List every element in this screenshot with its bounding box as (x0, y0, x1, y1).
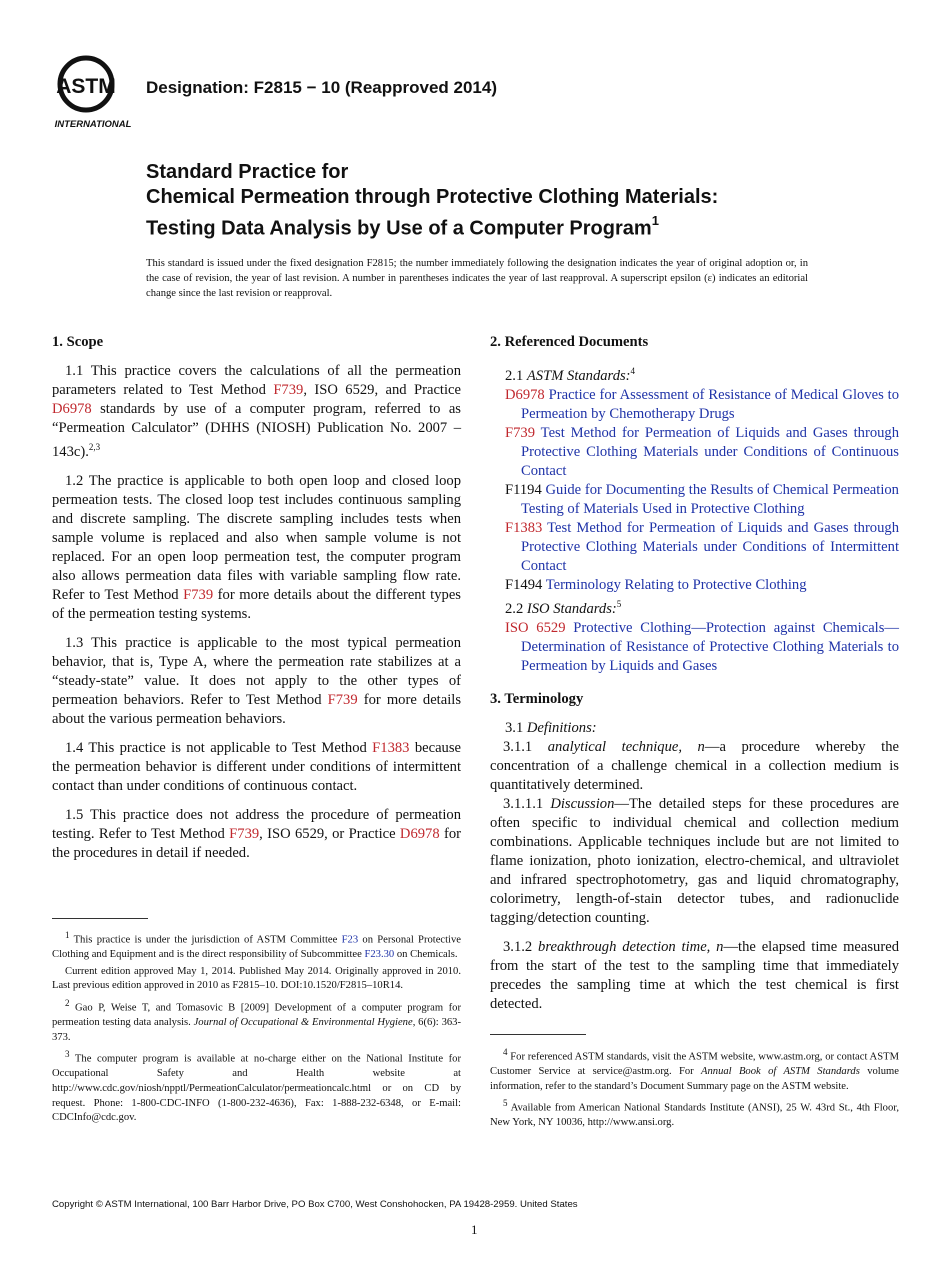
footnote-rule (490, 1034, 586, 1035)
link-f1383[interactable]: F1383 (372, 739, 410, 756)
ref-code-link[interactable]: F739 (505, 424, 536, 441)
terminology-heading: 3. Terminology (490, 690, 584, 707)
ref-item-f739 (505, 424, 899, 481)
link-f739[interactable]: F739 (327, 691, 358, 708)
ref-item-f1383 (505, 519, 899, 576)
ref-title-link[interactable]: Test Method for Permeation of Liquids and Gases through Protective Clothing Materials under Conditions of Continuous Contact (521, 424, 900, 479)
definitions-label: 3.1 Definitions: (505, 719, 597, 736)
term-breakthrough-detection-time: 3.1.2 breakthrough detection time, n—the elapsed time measured from the start of the test to the sampling time that immediately precedes the sampling time at which the test chemical is first detected. (490, 938, 899, 1012)
ref-code-link[interactable]: ISO 6529 (505, 619, 566, 636)
title-line-1: Standard Practice for (146, 161, 349, 183)
link-f739[interactable]: F739 (229, 825, 260, 842)
footnote-1-edition: Current edition approved May 1, 2014. Published May 2014. Originally approved in 2010. Last previous edition approved in 2010 as F2815–10. DOI:10.1520/F2815–10R14. (52, 965, 461, 992)
page-number: 1 (471, 1222, 478, 1237)
document-title (146, 160, 866, 242)
footnote-rule (52, 918, 148, 919)
astm-standards-label: 2.1 ASTM Standards:$^4$ (505, 366, 636, 384)
ref-title-link[interactable]: Protective Clothing—Protection against Chemicals—Determination of Resistance of Protective Clothing Materials to Permeation by Liquids and Gases (521, 619, 900, 674)
scope-para-1-3: 1.3 This practice is applicable to the most typical permeation behavior, that is, Type A, where the permeation rate stabilizes at a “steady-state” value. It does not apply to the other types of permeation behaviors. Refer to Test Method F739 for more details about the various permeation behaviors. (52, 634, 462, 727)
svg-text:INTERNATIONAL: INTERNATIONAL (54, 119, 132, 130)
link-f23[interactable]: F23 (341, 934, 359, 946)
scope-heading: 1. Scope (52, 334, 104, 350)
footnotes-left (52, 928, 461, 1128)
ref-title-link[interactable]: Guide for Documenting the Results of Chemical Permeation Testing of Materials Used in Protective Clothing (521, 481, 899, 517)
footnote-1: $^1$ This practice is under the jurisdiction of ASTM Committee F23 on Personal Protective Clothing and Equipment and is the direct responsibility of Subcommittee F23.30 on Chemicals. (52, 930, 461, 961)
scope-para-1-4: 1.4 This practice is not applicable to Test Method F1383 because the permeation behavior is different under conditions of intermittent contact than under conditions of continuous contact. (52, 739, 461, 794)
standard-notice: This standard is issued under the fixed designation F2815; the number immediately following the designation indicates the year of original adoption or, in the case of revision, the year of last revision. A number in parentheses indicates the year of last reapproval. A superscript epsilon (ε) indicates an editorial change since the last revision or reapproval. (146, 258, 808, 299)
astm-logo-icon (52, 50, 134, 134)
link-d6978[interactable]: D6978 (399, 825, 440, 842)
ref-title-link[interactable]: Practice for Assessment of Resistance of Medical Gloves to Permeation by Chemotherapy Drugs (521, 386, 899, 422)
link-d6978[interactable]: D6978 (52, 401, 92, 417)
ref-code-link[interactable]: F1383 (505, 519, 543, 536)
link-f739[interactable]: F739 (273, 382, 304, 398)
link-f23-30[interactable]: F23.30 (364, 949, 395, 961)
link-f739[interactable]: F739 (183, 586, 214, 603)
footnote-4: $^4$ For referenced ASTM standards, visit the ASTM website, www.astm.org, or contact ASTM Customer Service at service@astm.org. For Annual Book of ASTM Standards volume information, refer to the standard’s Document Summary page on the ASTM website. (490, 1047, 899, 1092)
ref-item-f1194 (505, 481, 899, 519)
referenced-docs-heading: 2. Referenced Documents (490, 334, 649, 350)
ref-title-link[interactable]: Test Method for Permeation of Liquids and Gases through Protective Clothing Materials under Conditions of Intermittent Contact (521, 519, 899, 574)
title-line-3: Testing Data Analysis by Use of a Computer Program (146, 217, 652, 240)
scope-para-1-1: 1.1 This practice covers the calculations of all the permeation parameters related to Test Method F739, ISO 6529, and Practice D6978 standards by use of a computer program, referred to as “Permeation Calculator” (DHHS (NIOSH) Publication No. 2007 – 143c).$^{2,3}$ (52, 363, 461, 460)
term-discussion: 3.1.1.1 Discussion—The detailed steps for these procedures are often specific to individual chemical and collection medium combinations. Applicable techniques include but are not limited to flame ionization, photo ionization, electro-chemical, and ultraviolet and infrared spectrophotometry, gas and liquid chromatography, colorimetry, length-of-stain detector tubes, and radionuclide tagging/detection counting. (490, 795, 900, 926)
ref-item-iso6529 (505, 619, 899, 676)
title-footnote-mark: 1 (651, 213, 659, 228)
astm-logo (52, 50, 134, 134)
footnote-3: $^3$ The computer program is available at no-charge either on the National Institute for Occupational Safety and Health website at http://www.cdc.gov/niosh/npptl/PermeationCalculator/permeationcalc.html or on CD by request. Phone: 1-800-CDC-INFO (1-800-232-4636), Fax: 1-888-232-6348, or E-mail: CDCInfo@cdc.gov. (52, 1049, 461, 1124)
ref-item-f1494 (505, 576, 899, 595)
ref-code-link[interactable]: D6978 (505, 386, 545, 403)
iso-standards-label: 2.2 ISO Standards:$^5$ (505, 598, 622, 617)
title-line-2: Chemical Permeation through Protective Clothing Materials: (146, 186, 719, 208)
ref-title-link[interactable]: Terminology Relating to Protective Clothing (545, 576, 807, 593)
ref-code: F1494 (505, 576, 543, 593)
copyright-notice: Copyright © ASTM International, 100 Barr Harbor Drive, PO Box C700, West Conshohocken, PA 19428-2959. United States (52, 1199, 578, 1210)
svg-text:ASTM: ASTM (56, 75, 116, 98)
footnotes-right (490, 1045, 899, 1133)
footnote-5: $^5$ Available from American National Standards Institute (ANSI), 25 W. 43rd St., 4th Floor, New York, NY 10036, http://www.ansi.org. (490, 1098, 899, 1129)
scope-para-1-5: 1.5 This practice does not address the procedure of permeation testing. Refer to Test Method F739, ISO 6529, or Practice D6978 for the procedures in detail if needed. (52, 806, 461, 861)
left-column (52, 333, 461, 873)
right-column (490, 333, 899, 1024)
ref-item-d6978 (505, 386, 899, 424)
term-analytical-technique: 3.1.1 analytical technique, n—a procedure whereby the concentration of a challenge chemical in a collection medium is quantitatively determined. (490, 738, 899, 793)
footnote-2: $^2$ Gao P, Weise T, and Tomasovic B [2009] Development of a computer program for permeation testing data analysis. Journal of Occupational & Environmental Hygiene, 6(6): 363-373. (52, 997, 461, 1043)
ref-code: F1194 (505, 481, 542, 498)
scope-para-1-2: 1.2 The practice is applicable to both open loop and closed loop permeation tests. The closed loop test includes continuous sampling and discrete sampling. The discrete sampling includes tests when sample volume is replaced and also when sample volume is not replaced. For an open loop permeation test, the computer program also allows permeation data files with variable sampling flow rate. Refer to Test Method F739 for more details about the different types of the permeation testing systems. (52, 472, 461, 622)
designation: Designation: F2815 − 10 (Reapproved 2014) (146, 78, 497, 97)
